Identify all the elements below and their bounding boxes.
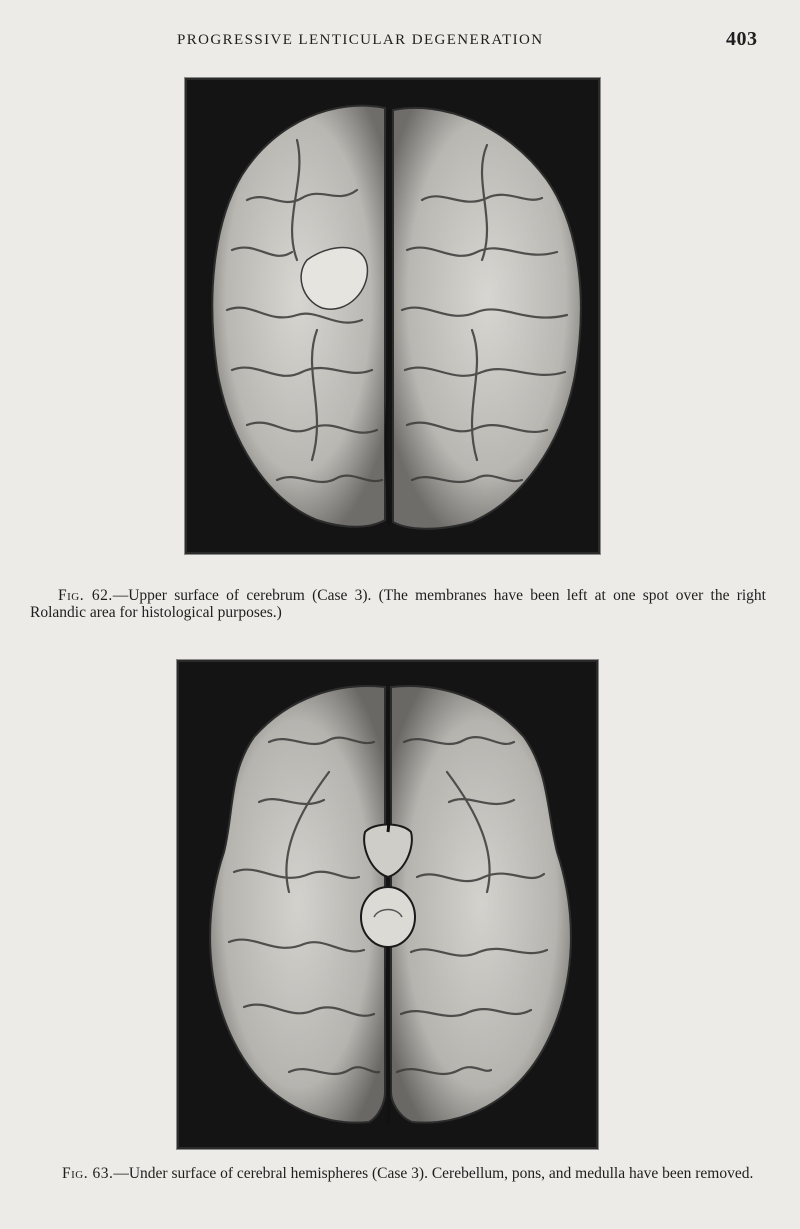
running-title: PROGRESSIVE LENTICULAR DEGENERATION bbox=[177, 32, 544, 48]
figure-62-caption bbox=[30, 587, 766, 621]
brain-under-surface-image bbox=[179, 662, 596, 1147]
running-head bbox=[0, 28, 800, 58]
figure-62-photo bbox=[185, 78, 600, 554]
figure-63-photo bbox=[177, 660, 598, 1149]
figure-63-caption bbox=[34, 1165, 770, 1182]
figure-62-caption-text: —Upper surface of cerebrum (Case 3). (The membranes have been left at one spot over the right Rolandic area for histological purposes.) bbox=[30, 587, 766, 621]
page-number: 403 bbox=[726, 28, 758, 50]
figure-62-label: Fig. 62. bbox=[58, 587, 113, 604]
brain-upper-surface-image bbox=[187, 80, 598, 552]
figure-63-label: Fig. 63. bbox=[62, 1165, 114, 1182]
figure-63-caption-text: —Under surface of cerebral hemispheres (Case 3). Cerebellum, pons, and medulla have been removed. bbox=[113, 1165, 754, 1182]
